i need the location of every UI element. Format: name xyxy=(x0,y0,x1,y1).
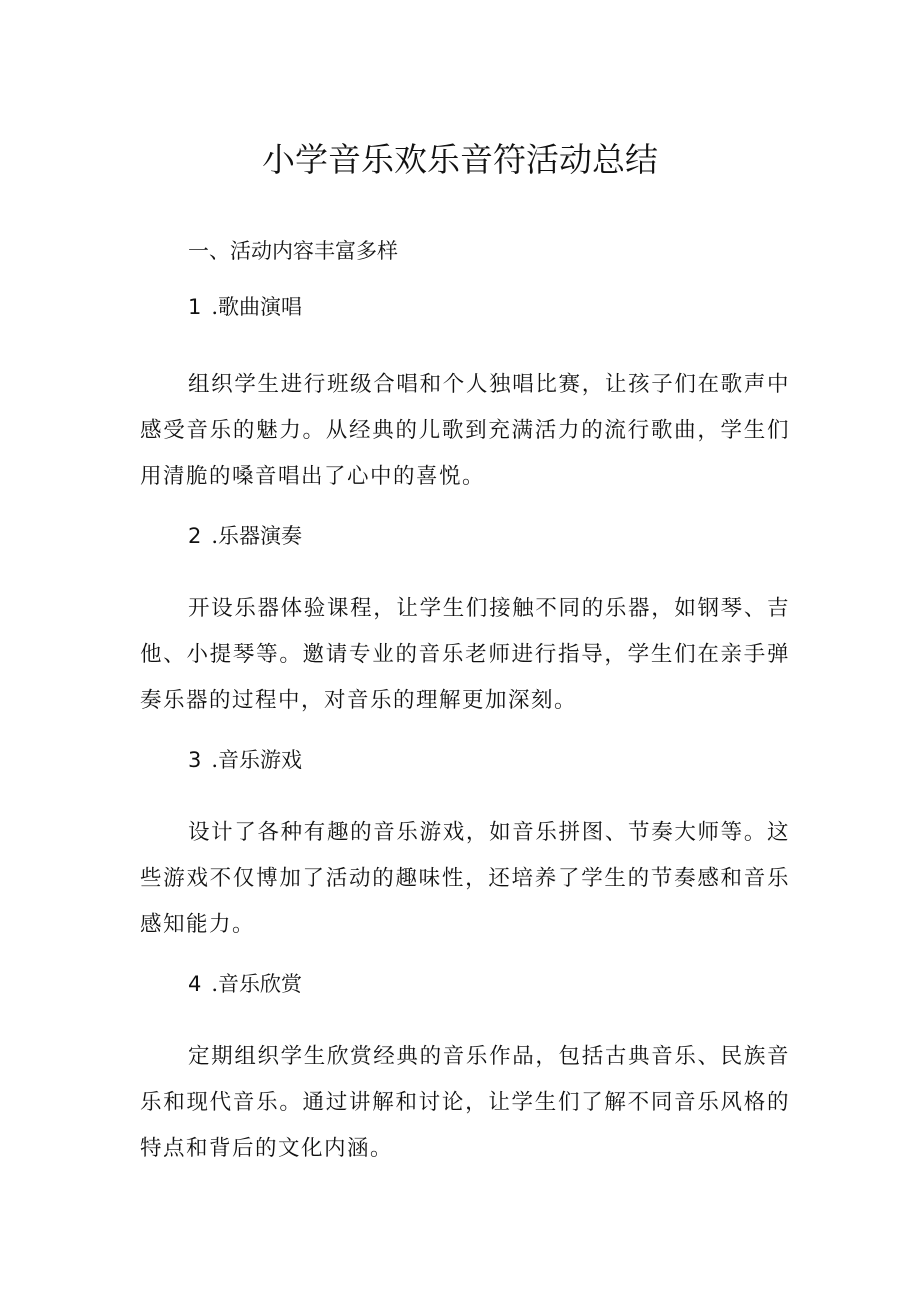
item-number-3: 3 xyxy=(188,748,202,772)
item-paragraph-3: 设计了各种有趣的音乐游戏，如音乐拼图、节奏大师等。这些游戏不仅博加了活动的趣味性，还培养了学生的节奏感和音乐感知能力。 xyxy=(140,820,790,937)
item-heading-1 xyxy=(188,292,302,322)
item-heading-text-4: .音乐欣赏 xyxy=(211,972,303,996)
item-paragraph-4: 定期组织学生欣赏经典的音乐作品，包括古典音乐、民族音乐和现代音乐。通过讲解和讨论，让学生们了解不同音乐风格的特点和背后的文化内涵。 xyxy=(140,1044,790,1161)
item-heading-2 xyxy=(188,521,302,551)
item-heading-4 xyxy=(188,969,302,999)
item-heading-text-3: .音乐游戏 xyxy=(211,748,303,772)
item-paragraph-1: 组织学生进行班级合唱和个人独唱比赛，让孩子们在歌声中感受音乐的魅力。从经典的儿歌到充满活力的流行歌曲，学生们用清脆的嗓音唱出了心中的喜悦。 xyxy=(140,372,790,489)
item-heading-text-1: .歌曲演唱 xyxy=(211,295,303,319)
item-heading-3 xyxy=(188,745,302,775)
section-heading: 一、活动内容丰富多样 xyxy=(188,239,398,263)
document-title: 小学音乐欢乐音符活动总结 xyxy=(262,140,658,179)
item-heading-text-2: .乐器演奏 xyxy=(211,524,303,548)
item-paragraph-2: 开设乐器体验课程，让学生们接触不同的乐器，如钢琴、吉他、小提琴等。邀请专业的音乐老师进行指导，学生们在亲手弹奏乐器的过程中，对音乐的理解更加深刻。 xyxy=(140,596,790,713)
item-number-1: 1 xyxy=(188,295,202,319)
item-number-2: 2 xyxy=(188,524,202,548)
item-number-4: 4 xyxy=(188,972,202,996)
